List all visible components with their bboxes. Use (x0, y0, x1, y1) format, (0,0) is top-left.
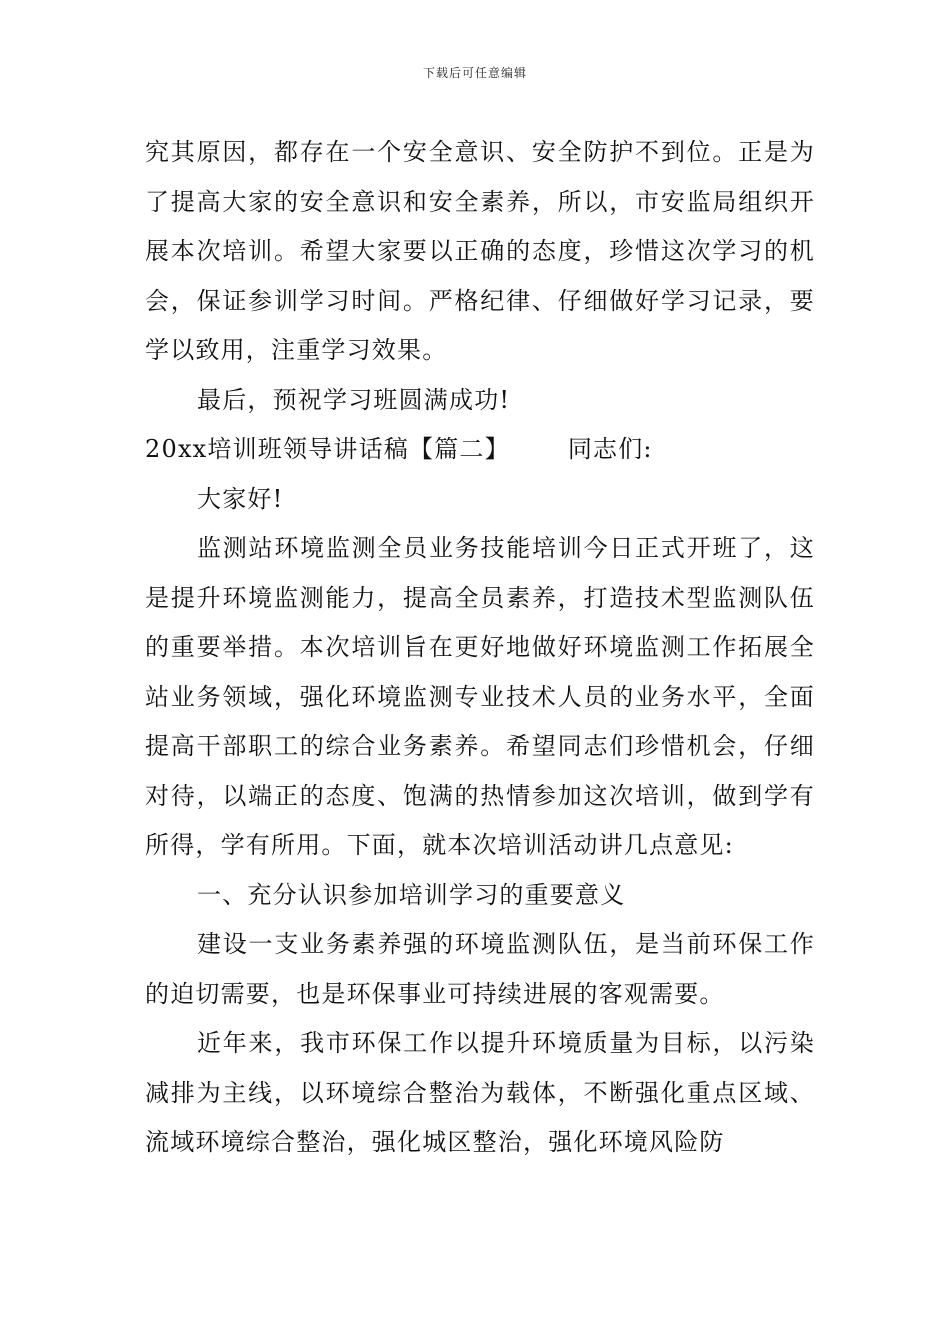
paragraph: 究其原因，都存在一个安全意识、安全防护不到位。正是为了提高大家的安全意识和安全素养，所以，市安监局组织开展本次培训。希望大家要以正确的态度，珍惜这次学习的机会，保证参训学习时间。严格纪律、仔细做好学习记录，要学以致用，注重学习效果。 (145, 138, 815, 364)
page-header: 下载后可任意编辑 (422, 66, 527, 80)
section-heading-line (145, 425, 815, 475)
section-title: 20xx培训班领导讲话稿【篇二】 (145, 435, 510, 463)
paragraph: 建设一支业务素养强的环境监测队伍，是当前环保工作的迫切需要，也是环保事业可持续进展的客观需要。 (145, 930, 815, 1008)
paragraph: 最后，预祝学习班圆满成功! (197, 385, 511, 414)
salutation: 同志们: (567, 435, 653, 463)
paragraph: 近年来，我市环保工作以提升环境质量为目标，以污染减排为主线，以环境综合整治为载体，不断强化重点区域、流域环境综合整治，强化城区整治，强化环境风险防 (145, 1029, 815, 1156)
document-body (145, 128, 815, 1168)
paragraph: 监测站环境监测全员业务技能培训今日正式开班了，这是提升环境监测能力，提高全员素养，打造技术型监测队伍的重要举措。本次培训旨在更好地做好环境监测工作拓展全站业务领域，强化环境监测专业技术人员的业务水平，全面提高干部职工的综合业务素养。希望同志们珍惜机会，仔细对待，以端正的态度、饱满的热情参加这次培训，做到学有所得，学有所用。下面，就本次培训活动讲几点意见: (145, 534, 815, 859)
section-subheading: 一、充分认识参加培训学习的重要意义 (197, 880, 626, 909)
paragraph: 大家好! (197, 484, 284, 513)
